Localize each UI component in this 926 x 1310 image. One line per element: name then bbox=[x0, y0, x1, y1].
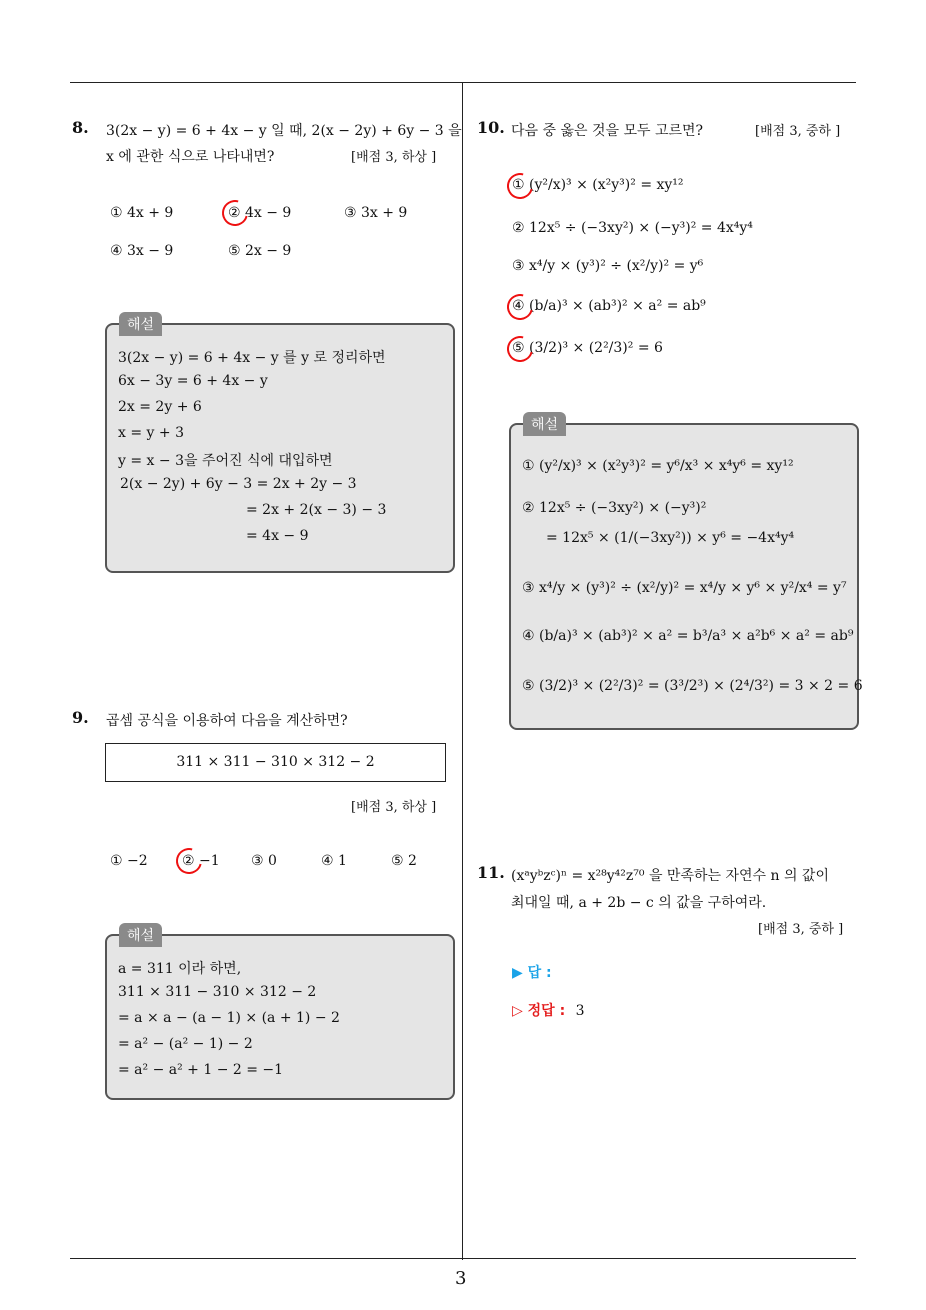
q10-sol-line: ⑤ (3/2)³ × (2²/3)² = (3³/2³) × (2⁴/3²) = 3 × 2 = 6 bbox=[522, 678, 863, 694]
q10-marked-circle-icon bbox=[502, 168, 538, 204]
q11-answer-label[interactable]: ▶ 답 : bbox=[512, 965, 552, 981]
q9-option-5[interactable]: ⑤ 2 bbox=[391, 853, 417, 869]
q9-question: 곱셈 공식을 이용하여 다음을 계산하면? bbox=[106, 713, 348, 729]
q9-sol-line: 311 × 311 − 310 × 312 − 2 bbox=[118, 984, 317, 1000]
bottom-rule bbox=[70, 1258, 856, 1259]
q9-sol-line: = a² − (a² − 1) − 2 bbox=[118, 1036, 253, 1052]
q9-option-4[interactable]: ④ 1 bbox=[321, 853, 347, 869]
q9-score: [배점 3, 하상 ] bbox=[351, 800, 437, 815]
q10-sol-line: ② 12x⁵ ÷ (−3xy²) × (−y³)² bbox=[522, 500, 707, 516]
q10-score: [배점 3, 중하 ] bbox=[755, 124, 841, 139]
q9-sol-line: a = 311 이라 하면, bbox=[118, 961, 242, 977]
q8-option-4[interactable]: ④ 3x − 9 bbox=[110, 243, 174, 259]
q8-sol-line: 2x = 2y + 6 bbox=[118, 399, 202, 415]
q8-sol-line: 3(2x − y) = 6 + 4x − y 를 y 로 정리하면 bbox=[118, 350, 386, 366]
q10-option-3[interactable]: ③ x⁴/y × (y³)² ÷ (x²/y)² = y⁶ bbox=[512, 258, 704, 274]
q9-option-3[interactable]: ③ 0 bbox=[251, 853, 277, 869]
q9-sol-line: = a × a − (a − 1) × (a + 1) − 2 bbox=[118, 1010, 340, 1026]
q10-option-2[interactable]: ② 12x⁵ ÷ (−3xy²) × (−y³)² = 4x⁴y⁴ bbox=[512, 220, 753, 236]
q10-sol-line: = 12x⁵ × (1/(−3xy²)) × y⁶ = −4x⁴y⁴ bbox=[546, 530, 795, 546]
q10-sol-line: ③ x⁴/y × (y³)² ÷ (x²/y)² = x⁴/y × y⁶ × y²/x⁴ = y⁷ bbox=[522, 580, 847, 596]
q10-marked-circle-icon bbox=[502, 289, 538, 325]
q10-solution-tag: 해설 bbox=[523, 412, 566, 436]
q8-sol-line: x = y + 3 bbox=[118, 425, 184, 441]
q9-marked-circle-icon bbox=[171, 843, 207, 879]
q8-sol-line: = 4x − 9 bbox=[246, 528, 309, 544]
q9-option-1[interactable]: ① −2 bbox=[110, 853, 148, 869]
q9-solution-tag: 해설 bbox=[119, 923, 162, 947]
q10-option-1[interactable]: ① (y²/x)³ × (x²y³)² = xy¹² bbox=[512, 177, 684, 193]
q10-number: 10. bbox=[477, 118, 505, 137]
q8-option-2[interactable]: ② 4x − 9 bbox=[228, 205, 292, 221]
q9-expression-box bbox=[105, 743, 446, 782]
q8-solution-tag: 해설 bbox=[119, 312, 162, 336]
q8-score: [배점 3, 하상 ] bbox=[351, 150, 437, 165]
q8-option-5[interactable]: ⑤ 2x − 9 bbox=[228, 243, 292, 259]
page-number: 3 bbox=[455, 1268, 467, 1289]
q8-text-line1: 3(2x − y) = 6 + 4x − y 일 때, 2(x − 2y) + 6y − 3 을 bbox=[106, 123, 462, 139]
q11-text-line1: (xᵃyᵇzᶜ)ⁿ = x²⁸y⁴²z⁷⁰ 을 만족하는 자연수 n 의 값이 bbox=[511, 868, 829, 884]
q10-sol-line: ① (y²/x)³ × (x²y³)² = y⁶/x³ × x⁴y⁶ = xy¹² bbox=[522, 458, 794, 474]
q11-correct-row bbox=[512, 1000, 585, 1020]
q9-sol-line: = a² − a² + 1 − 2 = −1 bbox=[118, 1062, 284, 1078]
q8-marked-circle-icon bbox=[217, 195, 253, 231]
q8-sol-line: = 2x + 2(x − 3) − 3 bbox=[246, 502, 387, 518]
q8-number: 8. bbox=[72, 118, 89, 137]
q10-sol-line: ④ (b/a)³ × (ab³)² × a² = b³/a³ × a²b⁶ × a² = ab⁹ bbox=[522, 628, 854, 644]
q8-sol-line: 2(x − 2y) + 6y − 3 = 2x + 2y − 3 bbox=[120, 476, 357, 492]
top-rule bbox=[70, 82, 856, 83]
q9-number: 9. bbox=[72, 708, 89, 727]
q10-question: 다음 중 옳은 것을 모두 고르면? bbox=[511, 123, 704, 139]
q11-number: 11. bbox=[477, 863, 505, 882]
q11-correct-label: ▷ 정답 : bbox=[512, 1003, 566, 1019]
q11-score: [배점 3, 중하 ] bbox=[758, 922, 844, 937]
q8-sol-line: y = x − 3을 주어진 식에 대입하면 bbox=[118, 453, 333, 469]
q8-text-line2: x 에 관한 식으로 나타내면? bbox=[106, 149, 275, 165]
q10-option-5[interactable]: ⑤ (3/2)³ × (2²/3)² = 6 bbox=[512, 340, 663, 356]
q10-marked-circle-icon bbox=[502, 331, 538, 367]
q11-correct-value: 3 bbox=[575, 1003, 585, 1019]
q8-option-1[interactable]: ① 4x + 9 bbox=[110, 205, 174, 221]
q11-text-line2: 최대일 때, a + 2b − c 의 값을 구하여라. bbox=[511, 895, 767, 911]
q10-option-4[interactable]: ④ (b/a)³ × (ab³)² × a² = ab⁹ bbox=[512, 298, 706, 314]
q9-expression: 311 × 311 − 310 × 312 − 2 bbox=[176, 754, 375, 770]
q9-option-2[interactable]: ② −1 bbox=[182, 853, 220, 869]
column-divider bbox=[462, 83, 463, 1260]
q8-sol-line: 6x − 3y = 6 + 4x − y bbox=[118, 373, 268, 389]
q8-option-3[interactable]: ③ 3x + 9 bbox=[344, 205, 408, 221]
